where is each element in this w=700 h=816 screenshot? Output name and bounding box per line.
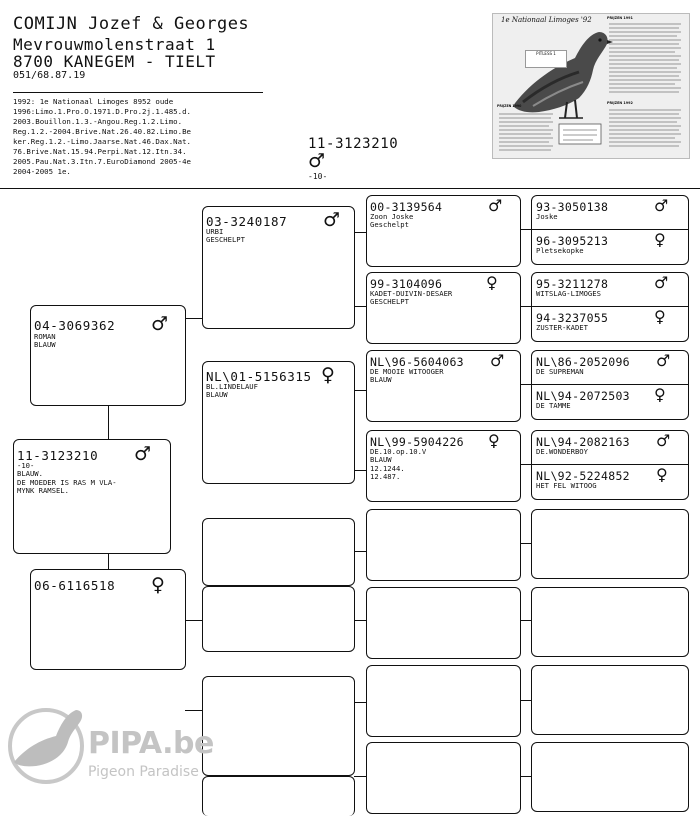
achievement-line: 76.Brive.Nat.15.94.Perpi.Nat.12.Itn.34. [13, 147, 187, 156]
pedigree-empty-card [531, 509, 689, 579]
female-symbol-icon: ♀ [656, 465, 668, 484]
pedigree-gen3-card [366, 350, 521, 422]
gen4-name: DE.WONDERBOY [536, 447, 588, 456]
gen4-name: ZUSTER-KADET [536, 323, 588, 332]
photo-prize-list-3: PRIJZEN 1990 [497, 104, 522, 108]
subject-info: -10- BLAUW. DE MOEDER IS RAS M VLA- MYNK RAMSEL. [17, 461, 117, 496]
pigeon-photo [492, 13, 690, 159]
pipa-watermark [6, 700, 226, 790]
pedigree-subject-card [13, 439, 171, 554]
connector-line [108, 406, 109, 439]
owner-name: COMIJN Jozef & Georges [13, 14, 250, 34]
pedigree-empty-card [366, 509, 521, 581]
male-symbol-icon: ♂ [654, 273, 669, 292]
pedigree-dam-card [30, 569, 186, 670]
achievement-line: 2005.Pau.Nat.3.Itn.7.EuroDiamond 2005-4e [13, 157, 191, 166]
male-symbol-icon: ♂ [151, 313, 169, 335]
connector-line [185, 318, 202, 319]
pedigree-empty-card [202, 586, 355, 652]
pedigree-empty-card [366, 742, 521, 814]
pipa-tagline: Pigeon Paradise [88, 764, 199, 780]
gen3-info: DE MOOIE WITOOGER BLAUW [370, 367, 444, 385]
owner-phone: 051/68.87.19 [13, 70, 86, 81]
photo-prize-list-2: PRIJZEN 1992 [607, 101, 633, 105]
photo-title: 1e Nationaal Limoges '92 [501, 16, 592, 24]
female-symbol-icon: ♀ [654, 230, 666, 249]
connector-line [185, 620, 202, 621]
gen3-info: DE.10.op.10.V BLAUW 12.1244. 12.487. [370, 447, 427, 482]
photo-text-lines [493, 14, 689, 158]
gen3-ring: NL\99-5904226 [370, 435, 464, 449]
pedigree-gen4-pair-card [531, 430, 689, 500]
gen4-name: HET FEL WITOOG [536, 481, 597, 490]
sire-ring: 04-3069362 [34, 318, 116, 333]
achievements-list [13, 97, 191, 177]
gen4-ring: NL\94-2082163 [536, 435, 630, 449]
photo-prize-list: PRIJZEN 1991 [607, 16, 633, 20]
male-symbol-icon: ♂ [308, 150, 326, 172]
gen4-name: DE TAMME [536, 401, 571, 410]
male-symbol-icon: ♂ [656, 431, 671, 450]
subject-ring: 11-3123210 [17, 448, 99, 463]
achievement-line: 1992: 1e Nationaal Limoges 8952 oude [13, 97, 174, 106]
gen4-name: DE SUPREMAN [536, 367, 584, 376]
male-symbol-icon: ♂ [488, 196, 503, 215]
male-symbol-icon: ♂ [490, 351, 505, 370]
gen3-ring: NL\96-5604063 [370, 355, 464, 369]
sire-dam-info: BL.LINDELAUF BLAUW [206, 382, 258, 400]
gen4-ring: NL\86-2052096 [536, 355, 630, 369]
gen3-info: KADET-DUIVIN-DESAER GESCHELPT [370, 289, 453, 307]
pedigree-gen4-pair-card [531, 272, 689, 342]
pedigree-gen3-card [366, 430, 521, 502]
pedigree-empty-card [366, 587, 521, 659]
female-symbol-icon: ♀ [321, 364, 335, 386]
sire-sire-ring: 03-3240187 [206, 214, 288, 229]
gen3-info: Zoon Joske Geschelpt [370, 212, 414, 230]
sire-dam-ring: NL\01-5156315 [206, 369, 312, 384]
section-divider [0, 188, 700, 189]
achievement-line: 2004-2005 1e. [13, 167, 71, 176]
sire-sire-info: URBI GESCHELPT [206, 227, 245, 245]
pedigree-empty-card [366, 665, 521, 737]
male-symbol-icon: ♂ [656, 351, 671, 370]
achievement-line: ker.Reg.1.2.-Limo.Jaarse.Nat.46.Dax.Nat. [13, 137, 191, 146]
pedigree-empty-card [531, 587, 689, 657]
pedigree-empty-card [531, 665, 689, 735]
achievement-line: 1996:Limo.1.Pro.O.1971.D.Pro.2j.1.485.d. [13, 107, 191, 116]
achievement-line: 2003.Bouillon.1.3.-Angou.Reg.1.2.Limo. [13, 117, 183, 126]
gen4-name: WITSLAG-LIMOGES [536, 289, 601, 298]
pedigree-gen4-pair-card [531, 195, 689, 265]
pedigree-empty-card [531, 742, 689, 812]
female-symbol-icon: ♀ [488, 431, 500, 450]
female-symbol-icon: ♀ [654, 307, 666, 326]
pedigree-gen3-card [366, 195, 521, 267]
dam-ring: 06-6116518 [34, 578, 116, 593]
achievement-line: Reg.1.2.-2004.Brive.Nat.26.40.82.Limo.Be [13, 127, 191, 136]
male-symbol-icon: ♂ [654, 196, 669, 215]
pedigree-sire-card [30, 305, 186, 406]
subject-ring-header: 11-3123210 [308, 136, 399, 152]
photo-caption: PITLESS 1 [525, 50, 567, 68]
gen4-ring: 95-3211278 [536, 277, 609, 291]
gen4-ring: NL\92-5224852 [536, 469, 630, 483]
gen3-ring: 99-3104096 [370, 277, 443, 291]
subject-code-header: -10- [308, 172, 328, 181]
gen4-name: Joske [536, 212, 558, 221]
pedigree-gen4-pair-card [531, 350, 689, 420]
gen4-ring: 93-3050138 [536, 200, 609, 214]
owner-city: 8700 KANEGEM - TIELT [13, 52, 216, 71]
gen4-ring: 94-3237055 [536, 311, 609, 325]
gen4-ring: 96-3095213 [536, 234, 609, 248]
connector-line [108, 554, 109, 569]
male-symbol-icon: ♂ [134, 443, 152, 465]
pigeon-logo-icon [6, 700, 90, 786]
sire-info: ROMAN BLAUW [34, 332, 56, 350]
owner-street: Mevrouwmolenstraat 1 [13, 35, 216, 54]
pedigree-sire-dam-card [202, 361, 355, 484]
female-symbol-icon: ♀ [486, 273, 498, 292]
pipa-brand: PIPA.be [88, 726, 214, 761]
pedigree-empty-card [202, 518, 355, 586]
male-symbol-icon: ♂ [323, 209, 341, 231]
pedigree-sire-sire-card [202, 206, 355, 329]
female-symbol-icon: ♀ [151, 574, 165, 596]
gen3-ring: 00-3139564 [370, 200, 443, 214]
gen4-name: Pletsekopke [536, 246, 584, 255]
gen4-ring: NL\94-2072503 [536, 389, 630, 403]
pedigree-gen3-card [366, 272, 521, 344]
female-symbol-icon: ♀ [654, 385, 666, 404]
header-divider [13, 92, 263, 93]
